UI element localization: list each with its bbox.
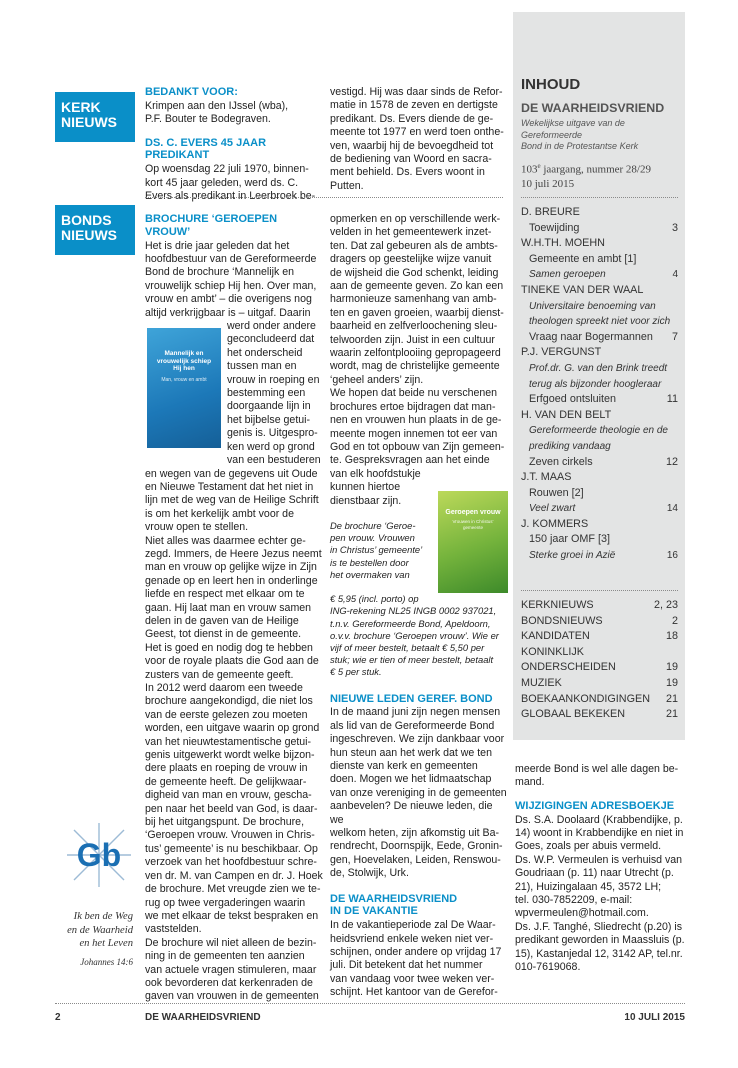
toc-item-title: Sterke groei in Azië	[529, 550, 616, 562]
toc-item-title: Universitaire benoeming van	[529, 300, 656, 312]
text-line: ingeschreven. We zijn dankbaar voor	[330, 733, 505, 746]
kerk-nieuws-label-text: KERK NIEUWS	[61, 99, 117, 130]
text-line: predikant. Ds. Evers diende de ge-	[330, 112, 494, 125]
text-line: hun steun aan het werk dat we ten	[330, 746, 492, 759]
toc-section-page: 19	[665, 661, 678, 674]
text-line: Ds. W.P. Vermeulen is verhuisd van	[515, 853, 683, 866]
toc-section[interactable]	[521, 707, 678, 723]
text-line: de bediening van Woord en sacra-	[330, 153, 492, 166]
text-line: zusters van de gemeente geeft.	[145, 668, 294, 681]
page-number: 2	[55, 1012, 61, 1023]
text-line: digheid van man en vrouw, gescha-	[145, 789, 312, 802]
text-line: gen, Hoevelaken, Leiden, Renswou-	[330, 853, 501, 866]
text-line: van onze vereniging in de gemeenten	[330, 786, 507, 799]
subtitle-line: Wekelijkse uitgave van de Gereformeerde	[521, 118, 625, 140]
toc-item-page: 3	[671, 221, 678, 234]
text-line: voor de royale plaats die God aan de	[145, 655, 319, 668]
text-line: Goudriaan (p. 11) naar Utrecht (p.	[515, 867, 674, 880]
toc-item[interactable]	[521, 299, 678, 315]
geroepen-cover-title: Geroepen vrouw	[445, 509, 501, 517]
sidebar-divider	[521, 590, 678, 591]
toc-section-page: 21	[665, 692, 678, 705]
adresboekje-heading: WIJZIGINGEN ADRESBOEKJE	[515, 799, 675, 812]
toc-section-page: 21	[665, 708, 678, 721]
brochure-body	[145, 468, 323, 1004]
text-line: brochures ertoe bijdragen dat man-	[330, 400, 496, 413]
text-line: velden in het gemeentewerk inzet-	[330, 226, 492, 239]
text-line: juli. Dit betekent dat het nummer	[330, 959, 483, 972]
toc-section[interactable]	[521, 598, 678, 614]
toc-item-title: Veel zwart	[529, 503, 576, 515]
text-line: Krimpen aan den IJssel (wba),	[145, 99, 289, 112]
text-line: In de maand juni zijn negen mensen	[330, 706, 501, 719]
text-line: Niet alles was daarmee echter ge-	[145, 534, 306, 547]
text-line: bestemming een	[227, 387, 306, 400]
text-line: ven dr. M. van Campen en dr. J. Hoek	[145, 869, 323, 882]
text-line: matie in 1578 de zeven en dertigste	[330, 99, 498, 112]
toc-item[interactable]	[521, 392, 678, 408]
text-line: Op woensdag 22 juli 1970, binnen-	[145, 163, 309, 176]
text-line: ‘geheel anders’ zijn.	[330, 373, 424, 386]
text-line: doorgaande lijn in	[227, 400, 311, 413]
kerknieuws-column-1	[145, 86, 323, 203]
text-line: 14) woont in Krabbendijke en niet in	[515, 827, 684, 840]
toc-item-page: 7	[671, 330, 678, 343]
toc-item-title: terug als bijzonder hoogleraar	[529, 378, 662, 390]
text-line: € 5,95 (incl. porto) op	[330, 593, 419, 605]
toc-item-title: Gereformeerde theologie en de	[529, 425, 668, 437]
toc-item-title: 150 jaar OMF [3]	[529, 533, 611, 546]
toc-section-title: MUZIEK	[521, 676, 562, 689]
text-line: Putten.	[330, 179, 364, 192]
text-line: altijd verkrijgbaar is – uitgaf. Daarin	[145, 306, 311, 319]
toc-item[interactable]	[521, 314, 678, 330]
magazine-title: DE WAARHEIDSVRIEND	[521, 101, 665, 115]
toc-section-page: 18	[665, 630, 678, 643]
quote-line: Ik ben de Weg	[73, 911, 133, 922]
toc-item-title: Gemeente en ambt [1]	[529, 252, 637, 265]
text-line: verzoek van het hoofdbestuur schre-	[145, 856, 317, 869]
text-line: gaven van vrouwen in de gemeenten	[145, 990, 319, 1003]
text-line: Het is goed en nodig dog te hebben	[145, 641, 313, 654]
text-line: in Christus’ gemeente’	[330, 544, 423, 556]
toc-section-title: GLOBAAL BEKEKEN	[521, 708, 626, 721]
bondsnieuws-column-3	[515, 763, 687, 974]
toc-item-page: 16	[666, 550, 678, 562]
text-line: liefde en respect met elkaar om te	[145, 588, 305, 601]
text-line: is te bestellen door	[330, 556, 409, 568]
toc-author: H. VAN DEN BELT	[521, 408, 612, 421]
inhoud-heading: INHOUD	[521, 76, 581, 93]
text-line: predikant geworden in Maassluis (p.	[515, 934, 685, 947]
text-line: dragers op geestelijke wijze vanuit	[330, 253, 492, 266]
text-line: aanbevelen? De nieuwe leden, die we	[330, 800, 493, 826]
text-line: het bijbelse getui-	[227, 413, 311, 426]
toc-item-title: theologen spreekt niet voor zich	[529, 316, 671, 328]
text-line: en Nieuwe Testament dat het niet in	[145, 480, 314, 493]
toc-item[interactable]	[521, 548, 678, 564]
toc-item-page: 11	[666, 393, 678, 406]
text-line: ING-rekening NL25 INGB 0002 937021,	[330, 605, 497, 617]
text-line: worden, een uitgave waarin op grond	[145, 722, 320, 735]
vakantie-heading-line-2: IN DE VAKANTIE	[330, 905, 418, 918]
gb-logo-icon	[64, 820, 134, 890]
text-line: ‘Geroepen vrouw. Vrouwen in Chris-	[145, 829, 315, 842]
geroepen-vrouw-cover-image	[438, 491, 508, 593]
toc-section-title: KERKNIEUWS	[521, 599, 594, 611]
jaargang-text: jaargang, nummer 28/29	[540, 163, 651, 176]
text-line: ten en gaven groeien, waarbij dienst-	[330, 306, 504, 319]
text-line: aan de gemeente geven. Zo kan een	[330, 280, 504, 293]
text-line: stuk; wie er tien of meer bestelt, betaalt	[330, 654, 494, 666]
text-line: rug op twee vergaderingen waarin	[145, 896, 306, 909]
toc-item-page: 12	[665, 455, 678, 468]
text-line: 010-7619068.	[515, 961, 581, 974]
kerk-nieuws-label	[55, 92, 135, 142]
bedankt-heading: BEDANKT VOOR:	[145, 86, 238, 98]
text-line: van een bestuderen	[227, 454, 321, 467]
inhoud-panel	[521, 76, 678, 192]
toc-item-title: Toewijding	[529, 221, 580, 234]
text-line: God en tot opbouw van Zijn gemeen-	[330, 440, 505, 453]
text-line: is om het kerkelijk ambt voor de	[145, 507, 294, 520]
toc-item-title: Erfgoed ontsluiten	[529, 393, 617, 406]
text-line: hoofdbestuur van de Gereformeerde	[145, 253, 317, 265]
brochure-cover-image	[147, 328, 221, 448]
text-line: Evers als predikant in Leerbroek be-	[145, 190, 316, 203]
text-line: We hopen dat beide nu verschenen	[330, 387, 498, 400]
toc-section-page: 19	[665, 676, 678, 689]
toc-item[interactable]	[521, 501, 678, 517]
text-line: meente tot 1977 en werd toen onthe-	[330, 126, 504, 139]
text-line: ten. Dat zal gebeuren als de ambts-	[330, 239, 498, 252]
text-line: pen vrouw. Vrouwen	[330, 532, 415, 544]
toc-item-title: Zeven cirkels	[529, 455, 593, 468]
toc-item-title: prediking vandaag	[529, 440, 611, 452]
order-info-wrap	[330, 520, 434, 581]
section-divider	[145, 197, 503, 198]
toc-section[interactable]	[521, 676, 678, 692]
text-line: pen naar het beeld van God, is daar-	[145, 802, 318, 815]
toc-author: W.H.TH. MOEHN	[521, 237, 605, 250]
text-line: genis uitgewerkt wordt welke bijzon-	[145, 749, 315, 762]
text-line: ven, waarbij hij de bevoegdheid tot	[330, 139, 494, 152]
toc-section-page: 2, 23	[653, 599, 678, 611]
text-line: de brochure. Met vreugde zien we te-	[145, 883, 321, 896]
toc-section[interactable]	[521, 645, 678, 661]
text-line: dienstbaar zijn.	[330, 494, 402, 507]
text-line: meente mogen innemen tot eer van	[330, 427, 498, 440]
quote-line: en het Leven	[79, 938, 133, 950]
toc-item[interactable]	[521, 455, 678, 471]
text-line: de gemeente heeft. De gelijkwaar-	[145, 775, 307, 788]
evers-heading: DS. C. EVERS 45 JAAR PREDIKANT	[145, 136, 267, 162]
text-line: van vandaag voor twee weken ver-	[330, 972, 495, 985]
text-line: Goes, zoals per abuis vermeld.	[515, 840, 662, 853]
vakantie-text	[330, 919, 508, 999]
text-line: wpvermeulen@hotmail.com.	[515, 907, 649, 920]
toc-item[interactable]	[521, 423, 678, 439]
text-line: we met elkaar de tekst bespraken en	[145, 909, 319, 922]
text-line: tussen man en	[227, 360, 297, 373]
text-line: Bond de brochure ‘Mannelijk en	[145, 266, 294, 279]
text-line: kort 45 jaar geleden, werd ds. C.	[145, 176, 299, 189]
text-line: meerde Bond is wel alle dagen be-	[515, 763, 679, 775]
toc-item[interactable]	[521, 267, 678, 283]
bedankt-text	[145, 100, 323, 127]
footer-date: 10 JULI 2015	[624, 1012, 685, 1023]
toc-item-title: Prof.dr. G. van den Brink treedt	[529, 362, 668, 374]
text-line: € 5 per stuk.	[330, 666, 382, 678]
toc-section-title: KANDIDATEN	[521, 630, 590, 643]
bondsnieuws-column-2	[330, 213, 508, 1000]
footer-title: DE WAARHEIDSVRIEND	[145, 1012, 261, 1023]
text-line: genis is. Uitgespro-	[227, 427, 318, 440]
text-line: 21), Huizingalaan 45, 3572 LH;	[515, 880, 662, 893]
toc-item[interactable]	[521, 330, 678, 346]
toc-item[interactable]	[521, 361, 678, 377]
text-line: heidsvriend enkele weken niet ver-	[330, 932, 494, 945]
text-line: dere plaats en roeping de vrouw in	[145, 762, 308, 775]
text-line: van elk hoofdstukje	[330, 467, 421, 480]
text-line: ment behield. Ds. Evers woont in	[330, 166, 485, 179]
text-line: 15), Kastanjedal 12, 3142 AP, tel.nr.	[515, 947, 683, 960]
toc-section-title: ONDERSCHEIDEN	[521, 661, 616, 674]
toc-section[interactable]	[521, 614, 678, 630]
text-line: gaan. Hij laat man en vrouw samen	[145, 601, 312, 614]
toc-item[interactable]	[521, 439, 678, 455]
toc-section-title: BONDSNIEUWS	[521, 614, 603, 627]
text-line: opmerken en op verschillende werk-	[330, 213, 501, 225]
toc-item[interactable]	[521, 252, 678, 268]
issue-date: 10 juli 2015	[521, 178, 575, 191]
toc-item[interactable]	[521, 221, 678, 237]
toc-author: J.T. MAAS	[521, 471, 572, 484]
text-line: bij het uitgangspunt. De brochure,	[145, 816, 305, 829]
text-line: De brochure wil niet alleen de bezin-	[145, 936, 317, 949]
text-line: de, Stolwijk, Urk.	[330, 867, 409, 880]
toc-item[interactable]	[521, 377, 678, 393]
text-line: van actuele vragen stimuleren, maar	[145, 963, 317, 976]
text-line: vrouw in roeping en	[227, 373, 320, 386]
sidebar-divider	[521, 197, 678, 198]
toc-section[interactable]	[521, 660, 678, 676]
text-line: vrouw en ambt’ – die overigens nog	[145, 293, 312, 306]
toc-author: TINEKE VAN DER WAAL	[521, 283, 644, 296]
magazine-subtitle	[521, 118, 678, 153]
toc-section[interactable]	[521, 629, 678, 645]
text-line: lijn met de weg van de Heilige Schrift	[145, 494, 319, 507]
bondsnieuws-column-1	[145, 213, 323, 1004]
brochure-wrap-text	[227, 320, 323, 467]
nieuwe-leden-text	[330, 706, 508, 880]
text-line: het overmaken van	[330, 568, 410, 580]
text-line: tus’ gemeente’ is nu beschikbaar. Op	[145, 842, 318, 855]
text-line: het onderscheid	[227, 346, 303, 359]
quote-line: en de Waarheid	[67, 924, 133, 936]
text-line: kunnen hiertoe	[330, 481, 401, 494]
text-line: vaststelden.	[145, 923, 202, 936]
text-line: harmonieuze samenhang van amb-	[330, 293, 497, 306]
text-line: telwoorden zijn. Juist in een cultuur	[330, 333, 495, 346]
footer-divider	[55, 1003, 685, 1004]
text-line: Geest, tot dienst in de gemeente.	[145, 628, 302, 641]
text-line: vrouwelijk schiep Hij hen. Over man,	[145, 279, 317, 292]
text-line: P.F. Bouter te Bodegraven.	[145, 113, 271, 126]
toc-item[interactable]	[521, 486, 678, 502]
text-line: Ds. S.A. Doolaard (Krabbendijke, p.	[515, 813, 683, 826]
text-line: zegd. Immers, de Heere Jezus neemt	[145, 547, 322, 560]
toc-section-title: KONINKLIJK	[521, 645, 584, 658]
text-line: rendrecht, Doornspijk, Eede, Gronin-	[330, 840, 503, 853]
gb-logo-mark: Gb	[76, 837, 122, 873]
subtitle-line: Bond in de Protestantse Kerk	[521, 141, 639, 151]
text-line: De brochure ‘Geroe-	[330, 519, 416, 531]
text-line: schijnen, onder andere op vrijdag 17	[330, 946, 502, 959]
text-line: van het nieuwtestamentische getui-	[145, 735, 312, 748]
text-line: welkom heten, zijn afkomstig uit Ba-	[330, 827, 499, 839]
text-line: van de eerste gelezen zou moeten	[145, 708, 308, 721]
text-line: waarin zelfontplooiing gepropageerd	[330, 347, 501, 360]
text-line: wordt, mag de christelijke gemeente	[330, 360, 500, 373]
toc-section-title: BOEKAANKONDIGINGEN	[521, 692, 650, 705]
text-line: vijf of meer bestelt, betaalt € 5,50 per	[330, 641, 485, 653]
text-line: In 2012 werd daarom een tweede	[145, 682, 303, 694]
text-line: t.n.v. Gereformeerde Bond, Apeldoorn,	[330, 617, 491, 629]
toc-author: J. KOMMERS	[521, 517, 589, 530]
text-line: nen en vrouwen hun plaats in de ge-	[330, 414, 502, 427]
adresboekje-text	[515, 814, 687, 975]
text-line: en wegen van de gegevens uit Oude	[145, 467, 318, 480]
text-line: geconcludeerd dat	[227, 333, 315, 346]
text-line: doen. Mogen we het lidmaatschap	[330, 773, 492, 786]
toc-item-page: 14	[666, 503, 678, 515]
toc-author: P.J. VERGUNST	[521, 346, 602, 359]
toc-author: D. BREURE	[521, 206, 580, 218]
text-line: schijnt. Het kantoor van de Gerefor-	[330, 986, 498, 999]
text-line: ook bevorderen dat kerkenraden de	[145, 976, 313, 989]
jaargang-number: 103	[521, 163, 538, 176]
text-line: vestigd. Hij was daar sinds de Refor-	[330, 86, 503, 98]
order-info	[330, 593, 508, 678]
jaargang-sup: e	[537, 161, 541, 170]
toc-item-title: Vraag naar Bogermannen	[529, 330, 653, 343]
nieuwe-leden-heading: NIEUWE LEDEN GEREF. BOND	[330, 692, 493, 705]
brochure-heading: BROCHURE ‘GEROEPEN VROUW’	[145, 213, 278, 238]
toc-section[interactable]	[521, 692, 678, 708]
text-line: ning in de gemeenten ten aanzien	[145, 950, 305, 963]
brochure-cover-subtitle: Man, vrouw en ambt	[161, 376, 207, 383]
kerknieuws-column-2	[330, 86, 505, 193]
issue-info	[521, 159, 678, 193]
text-line: ken werd op grond	[227, 440, 315, 453]
toc-item-title: Rouwen [2]	[529, 486, 584, 499]
text-line: als lid van de Gereformeerde Bond	[330, 719, 495, 732]
text-line: o.v.v. brochure ‘Geroepen vrouw’. Wie er	[330, 629, 499, 641]
geroepen-cover-subtitle: Vrouwen in Christus’ gemeente	[452, 519, 494, 530]
text-line: dienste van kerk en gemeenten	[330, 759, 478, 772]
brochure-cover-title: Mannelijk en vrouwelijk schiep Hij hen	[156, 350, 212, 373]
bible-quote	[40, 910, 133, 969]
footer	[55, 1012, 685, 1026]
text-line: brochure aangekondigd, die niet los	[145, 695, 313, 708]
text-line: de wijsheid die God schenkt, leiding	[330, 266, 499, 279]
text-line: Het is drie jaar geleden dat het	[145, 239, 290, 252]
text-line: vrouw open te stellen.	[145, 521, 249, 534]
gb-logo	[64, 820, 134, 890]
text-line: man en vrouw op gelijke wijze in Zijn	[145, 561, 317, 574]
vakantie-heading-line-1: DE WAARHEIDSVRIEND	[330, 892, 458, 905]
toc-item[interactable]	[521, 532, 678, 548]
text-line: In de vakantieperiode zal De Waar-	[330, 919, 496, 932]
text-line: te. Gespreksvragen aan het einde	[330, 454, 490, 467]
text-line: baarheid en zelfverloochening sleu-	[330, 320, 498, 333]
text-line: werd onder andere	[227, 320, 316, 333]
text-line: Ds. J.F. Tanghé, Sliedrecht (p.20) is	[515, 920, 683, 933]
toc-item-title: Samen geroepen	[529, 269, 606, 281]
toc-sections	[521, 598, 678, 723]
bonds-nieuws-label	[55, 205, 135, 255]
toc-item-page: 4	[672, 269, 678, 281]
text-line: genade op en leert hen in onderlinge	[145, 574, 318, 587]
text-line: tel. 030-7852209, e-mail:	[515, 894, 633, 907]
vakantie-heading	[330, 893, 508, 919]
quote-reference: Johannes 14:6	[80, 956, 133, 967]
text-line: mand.	[515, 776, 545, 789]
text-line: delen in de gaven van de Heilige	[145, 614, 299, 627]
toc-list	[521, 205, 678, 564]
bonds-nieuws-label-text: BONDS NIEUWS	[61, 212, 117, 243]
toc-section-page: 2	[671, 614, 678, 627]
